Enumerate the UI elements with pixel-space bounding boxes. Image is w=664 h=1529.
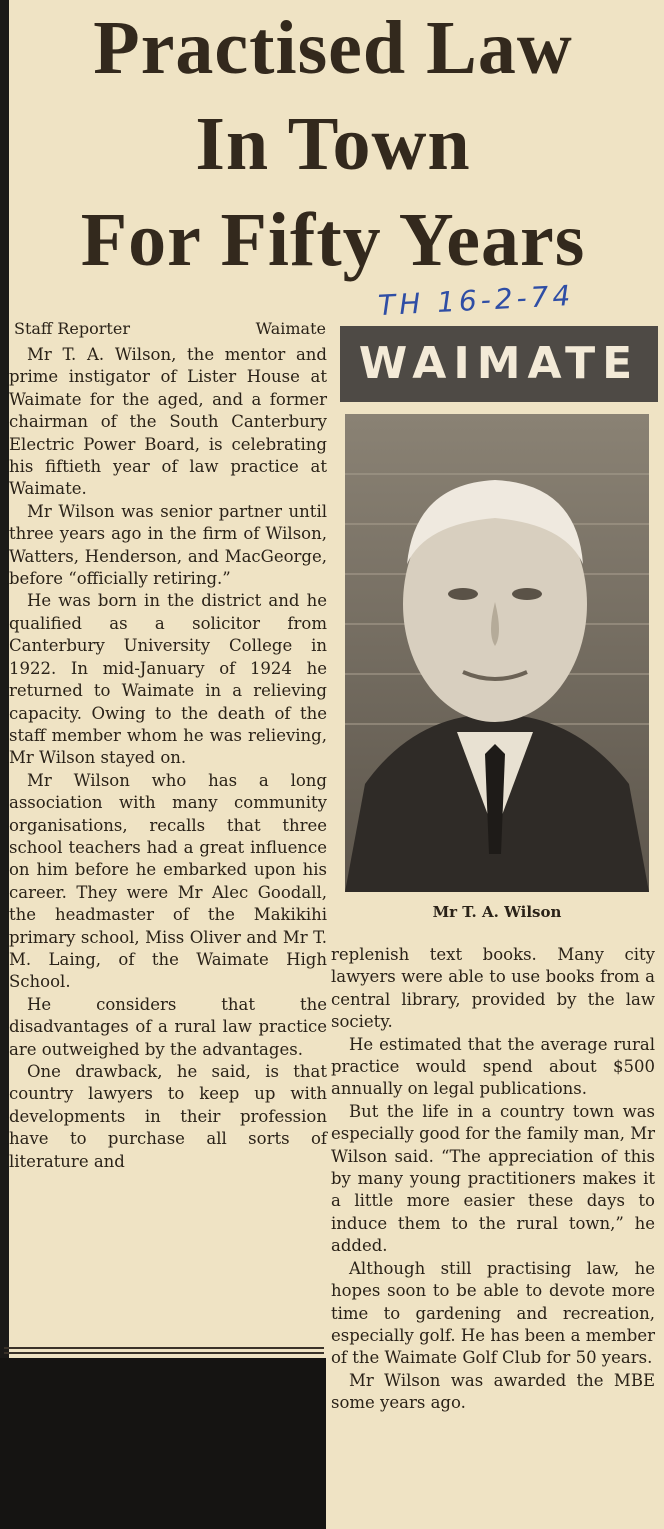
paragraph: He was born in the district and he qualified as a solicitor from Canterbury University College in 1922. In mid-January of 1924 he returned to Waimate in a relieving capacity. Owing to the death of the staff member whom he was relieving, Mr Wilson stayed on. <box>9 591 327 768</box>
paragraph: Mr Wilson was awarded the MBE some years ago. <box>331 1370 655 1413</box>
section-banner: WAIMATE <box>340 326 658 402</box>
byline-reporter: Staff Reporter <box>14 319 130 338</box>
portrait-illustration <box>345 414 649 892</box>
paragraph: One drawback, he said, is that country lawyers to keep up with developments in their profession have to purchase all sorts of literature and <box>9 1062 327 1171</box>
photo-caption: Mr T. A. Wilson <box>432 903 562 921</box>
headline <box>18 0 648 288</box>
portrait-photo <box>345 414 649 892</box>
byline-location: Waimate <box>255 319 326 338</box>
byline <box>14 318 326 340</box>
headline-line: For Fifty Years <box>80 198 586 282</box>
column-rule <box>4 1347 324 1349</box>
paragraph: He considers that the disadvantages of a rural law practice are outweighed by the advantages. <box>9 994 327 1059</box>
paragraph: Mr Wilson was senior partner until three years ago in the firm of Wilson, Watters, Henderson, and MacGeorge, before “officially retiring.” <box>9 501 327 589</box>
article-column-left <box>9 344 327 1173</box>
headline-line: In Town <box>195 102 471 186</box>
headline-line: Practised Law <box>93 6 573 90</box>
article-column-right <box>331 944 655 1415</box>
scan-edge <box>0 0 9 1529</box>
handwritten-date: TH 16-2-74 <box>377 278 576 323</box>
paragraph: replenish text books. Many city lawyers were able to use books from a central library, provided by the law society. <box>331 945 655 1032</box>
paragraph: But the life in a country town was especially good for the family man, Mr Wilson said. “The appreciation of this by many young practitioners makes it a little more easier these days to induce them to the rural town,” he added. <box>331 1101 655 1256</box>
paragraph: He estimated that the average rural practice would spend about $500 annually on legal publications. <box>331 1034 655 1099</box>
paragraph: Mr T. A. Wilson, the mentor and prime instigator of Lister House at Waimate for the aged, and a former chairman of the South Canterbury Electric Power Board, is celebrating his fiftieth year of law practice at Waimate. <box>9 345 327 499</box>
scan-background <box>0 1358 326 1529</box>
column-rule <box>4 1352 324 1354</box>
paragraph: Mr Wilson who has a long association with many community organisations, recalls that three school teachers had a great influence on him before he embarked upon his career. They were Mr Alec Goodall, the headmaster of the Makikihi primary school, Miss Oliver and Mr T. M. Laing, of the Waimate High School. <box>9 770 327 992</box>
paragraph: Although still practising law, he hopes soon to be able to devote more time to gardening and recreation, especially golf. He has been a member of the Waimate Golf Club for 50 years. <box>331 1258 655 1368</box>
